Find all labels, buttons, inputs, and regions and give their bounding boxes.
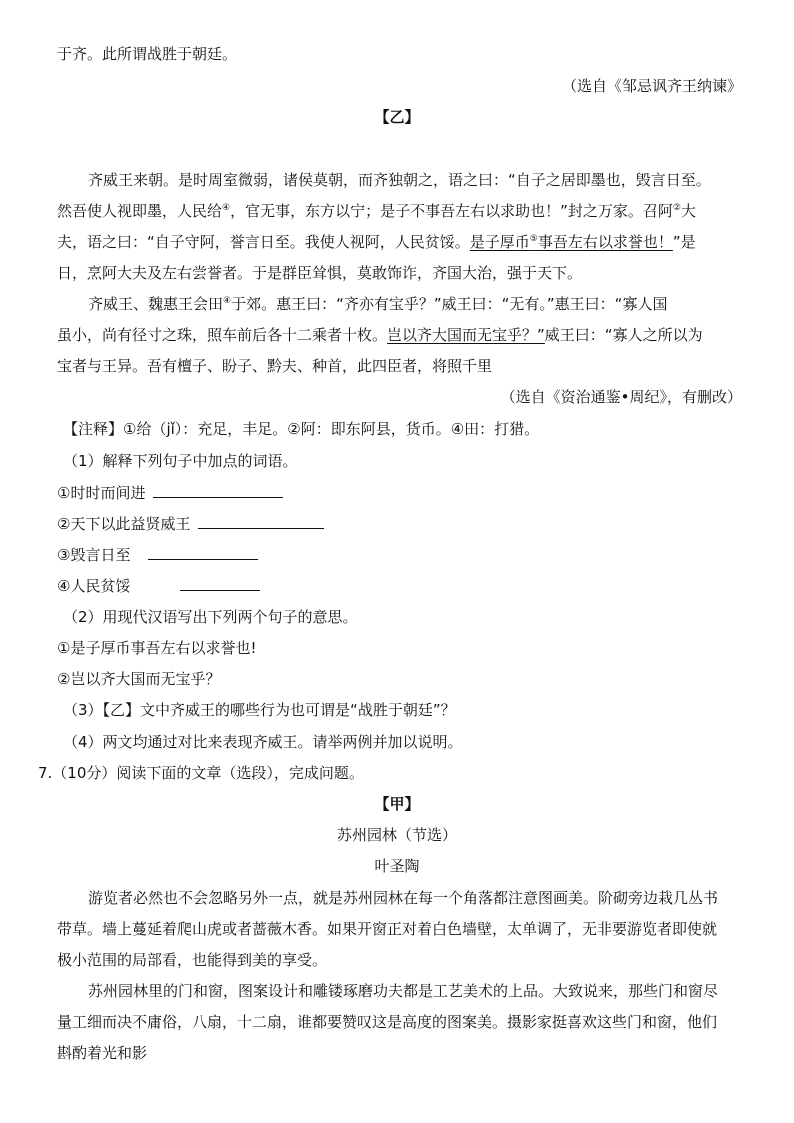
answer-blank[interactable]	[153, 483, 283, 498]
text-segment: 齐威王、魏惠王会田	[88, 295, 224, 313]
passage-line: 量工细而决不庸俗，八扇，十二扇，谁都要赞叹这是高度的图案美。摄影家挺喜欢这些门和窗，他们	[57, 1013, 718, 1031]
answer-blank[interactable]	[148, 545, 258, 560]
passage-line: 游览者必然也不会忽略另外一点，就是苏州园林在每一个角落都注意图画美。阶砌旁边栽几丛书	[88, 889, 719, 907]
question-3: （3）【乙】文中齐威王的哪些行为也可谓是“战胜于朝廷”？	[63, 701, 456, 719]
question-1: （1）解释下列句子中加点的词语。	[63, 452, 298, 470]
text-segment: 威王曰：“寡人之所以为	[544, 326, 703, 344]
text-segment: 事吾左右以求誉也！	[537, 233, 673, 251]
footnote-marker: ④	[223, 296, 232, 306]
section-heading-yi: 【乙】	[374, 108, 420, 126]
passage-line: 齐威王来朝。是时周室微弱，诸侯莫朝，而齐独朝之，语之曰：“自子之居即墨也，毁言日至。	[88, 171, 711, 189]
passage-line: 宝者与王异。吾有檀子、盼子、黔夫、种首，此四臣者，将照千里	[57, 357, 493, 375]
source-citation: （选自《邹忌讽齐王纳谏》	[561, 77, 742, 95]
text-segment: 是子厚币	[469, 233, 530, 251]
passage-line: 极小范围的局部看，也能得到美的享受。	[57, 951, 328, 969]
q1-item-text: ③毁言日至	[57, 546, 131, 564]
q1-item	[57, 514, 324, 534]
q1-item-text: ②天下以此益贤威王	[57, 515, 191, 533]
text-segment: ”是	[672, 233, 696, 251]
answer-blank[interactable]	[180, 576, 260, 591]
passage-line: 斟酌着光和影	[57, 1044, 148, 1062]
question-7-stem: 7.（10分）阅读下面的文章（选段），完成问题。	[38, 764, 364, 782]
footnote-marker: ②	[672, 203, 681, 213]
annotation-notes: 【注释】①给（jǐ）：充足，丰足。②阿：即东阿县，货币。④田：打猎。	[63, 420, 540, 438]
text-segment: 然吾使人视即墨，人民给	[57, 202, 223, 220]
passage-line	[57, 232, 696, 252]
q1-item	[57, 545, 258, 565]
q1-item-text: ①时时而间进	[57, 484, 146, 502]
underlined-sentence	[470, 233, 673, 251]
passage-line: 苏州园林里的门和窗，图案设计和雕镂琢磨功夫都是工艺美术的上品。大致说来，那些门和窗尽	[88, 982, 719, 1000]
passage-line	[57, 325, 703, 345]
q1-item	[57, 483, 283, 503]
answer-blank[interactable]	[198, 514, 324, 529]
q1-item-text: ④人民贫馁	[57, 577, 131, 595]
passage-line	[57, 201, 696, 221]
source-citation: （选自《资治通鉴•周纪》，有删改）	[500, 388, 742, 406]
section-heading-jia: 【甲】	[374, 795, 420, 813]
question-2: （2）用现代汉语写出下列两个句子的意思。	[63, 608, 358, 626]
text-segment: 夫，语之曰：“自子守阿，誉言日至。我使人视阿，人民贫馁。	[57, 233, 470, 251]
q1-item	[57, 576, 260, 596]
passage-line	[88, 294, 667, 314]
text-segment: 大	[680, 202, 696, 220]
footnote-marker: ⑤	[529, 234, 538, 244]
question-4: （4）两文均通过对比来表现齐威王。请举两例并加以说明。	[63, 733, 463, 751]
passage-line: 带草。墙上蔓延着爬山虎或者蔷薇木香。如果开窗正对着白色墙壁，太单调了，无非要游览者即使就	[57, 920, 718, 938]
article-title: 苏州园林（节选）	[336, 826, 457, 844]
q2-item: ②岂以齐大国而无宝乎？	[57, 670, 221, 688]
q2-item: ①是子厚币事吾左右以求誉也!	[57, 639, 257, 657]
underlined-sentence: 岂以齐大国而无宝乎？”	[387, 326, 545, 344]
text-segment: 于郊。惠王曰：“齐亦有宝乎？”威王曰：“无有。”惠王曰：“寡人国	[231, 295, 668, 313]
passage-line: 于齐。此所谓战胜于朝廷。	[57, 45, 238, 63]
text-segment: ，官无事，东方以宁；是子不事吾左右以求助也！”封之万家。召阿	[230, 202, 673, 220]
article-author: 叶圣陶	[374, 857, 420, 875]
text-segment: 虽小，尚有径寸之珠，照车前后各十二乘者十枚。	[57, 326, 388, 344]
footnote-marker: ④	[222, 203, 231, 213]
passage-line: 日，烹阿大夫及左右尝誉者。于是群臣耸惧，莫敢饰诈，齐国大治，强于天下。	[57, 264, 583, 282]
